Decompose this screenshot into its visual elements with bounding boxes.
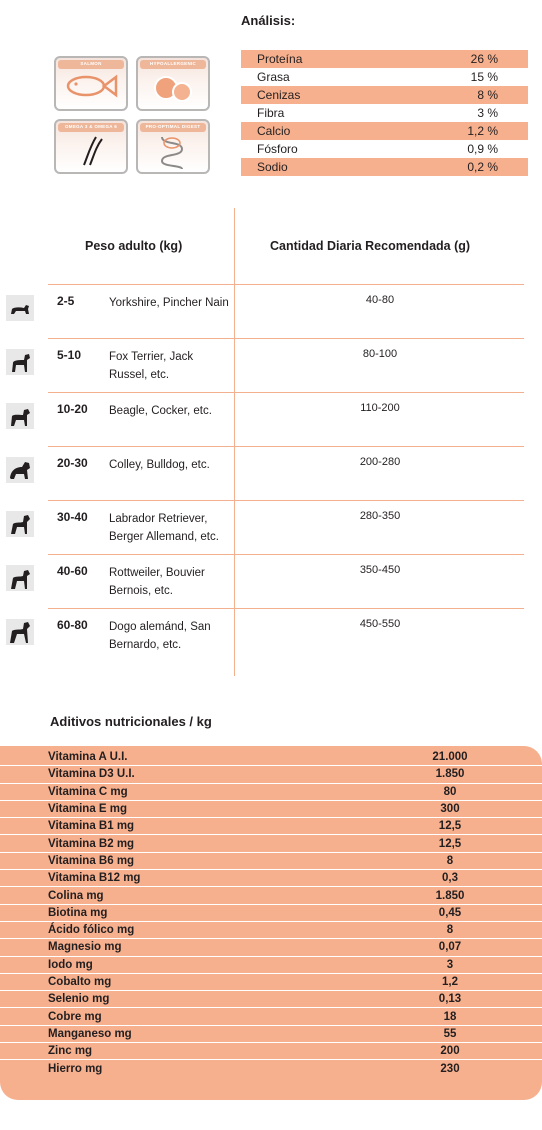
additives-table: [0, 749, 542, 1078]
additive-row: Iodo mg 3: [0, 957, 542, 974]
additive-row: Vitamina B1 mg 12,5: [0, 818, 542, 835]
analysis-row: Calcio 1,2 %: [241, 122, 528, 140]
labrador-dog-icon: [6, 511, 34, 537]
additive-row: Vitamina B12 mg 0,3: [0, 870, 542, 887]
weight-row: 60-80 Dogo alemánd, San Bernardo, etc. 450-550: [0, 608, 542, 662]
rottweiler-dog-icon: [6, 565, 34, 591]
additive-row: Selenio mg 0,13: [0, 991, 542, 1008]
omega-icon: [56, 131, 126, 171]
digest-badge: PRO-OPTIMAL DIGEST: [136, 119, 210, 174]
weight-header: Peso adulto (kg): [85, 239, 183, 253]
analysis-row: Cenizas 8 %: [241, 86, 528, 104]
feature-badges: [54, 56, 214, 176]
collie-dog-icon: [6, 457, 34, 483]
additive-row: Colina mg 1.850: [0, 887, 542, 904]
pellets-icon: [138, 68, 208, 108]
additive-row: Vitamina C mg 80: [0, 784, 542, 801]
additive-row: Magnesio mg 0,07: [0, 939, 542, 956]
additive-row: Vitamina B6 mg 8: [0, 853, 542, 870]
additive-row: Cobre mg 18: [0, 1008, 542, 1025]
additive-row: Biotina mg 0,45: [0, 905, 542, 922]
small-dog-icon: [6, 295, 34, 321]
additive-row: Vitamina D3 U.I. 1.850: [0, 766, 542, 783]
weight-row: 10-20 Beagle, Cocker, etc. 110-200: [0, 392, 542, 446]
analysis-title: Análisis:: [241, 13, 296, 28]
salmon-badge: SALMON: [54, 56, 128, 111]
additive-row: Ácido fólico mg 8: [0, 922, 542, 939]
additive-row: Cobalto mg 1,2: [0, 974, 542, 991]
additive-row: Vitamina E mg 300: [0, 801, 542, 818]
beagle-dog-icon: [6, 403, 34, 429]
analysis-table: [241, 50, 528, 176]
great-dane-dog-icon: [6, 619, 34, 645]
additives-title: Aditivos nutricionales / kg: [50, 714, 212, 729]
additive-row: Zinc mg 200: [0, 1043, 542, 1060]
hypoallergenic-badge: HYPOALLERGENIC: [136, 56, 210, 111]
analysis-row: Grasa 15 %: [257, 70, 498, 84]
amount-header: Cantidad Diaria Recomendada (g): [270, 239, 471, 253]
terrier-dog-icon: [6, 349, 34, 375]
weight-row: 2-5 Yorkshire, Pincher Nain 40-80: [0, 284, 542, 338]
omega-badge: OMEGA 3 & OMEGA 6: [54, 119, 128, 174]
weight-row: 5-10 Fox Terrier, Jack Russel, etc. 80-100: [0, 338, 542, 392]
analysis-row: Sodio 0,2 %: [241, 158, 528, 176]
weight-row: 30-40 Labrador Retriever, Berger Allemand, etc. 280-350: [0, 500, 542, 554]
additive-row: Manganeso mg 55: [0, 1026, 542, 1043]
weight-row: 20-30 Colley, Bulldog, etc. 200-280: [0, 446, 542, 500]
additive-row: Vitamina A U.I. 21.000: [0, 749, 542, 766]
fish-icon: [56, 68, 126, 108]
digestion-icon: [138, 131, 208, 171]
weight-row: 40-60 Rottweiler, Bouvier Bernois, etc. 350-450: [0, 554, 542, 608]
additive-row: Vitamina B2 mg 12,5: [0, 835, 542, 852]
analysis-row: Fibra 3 %: [257, 106, 498, 120]
analysis-row: Fósforo 0,9 %: [257, 142, 498, 156]
additive-row: Hierro mg 230: [48, 1062, 460, 1075]
analysis-row: Proteína 26 %: [241, 50, 528, 68]
